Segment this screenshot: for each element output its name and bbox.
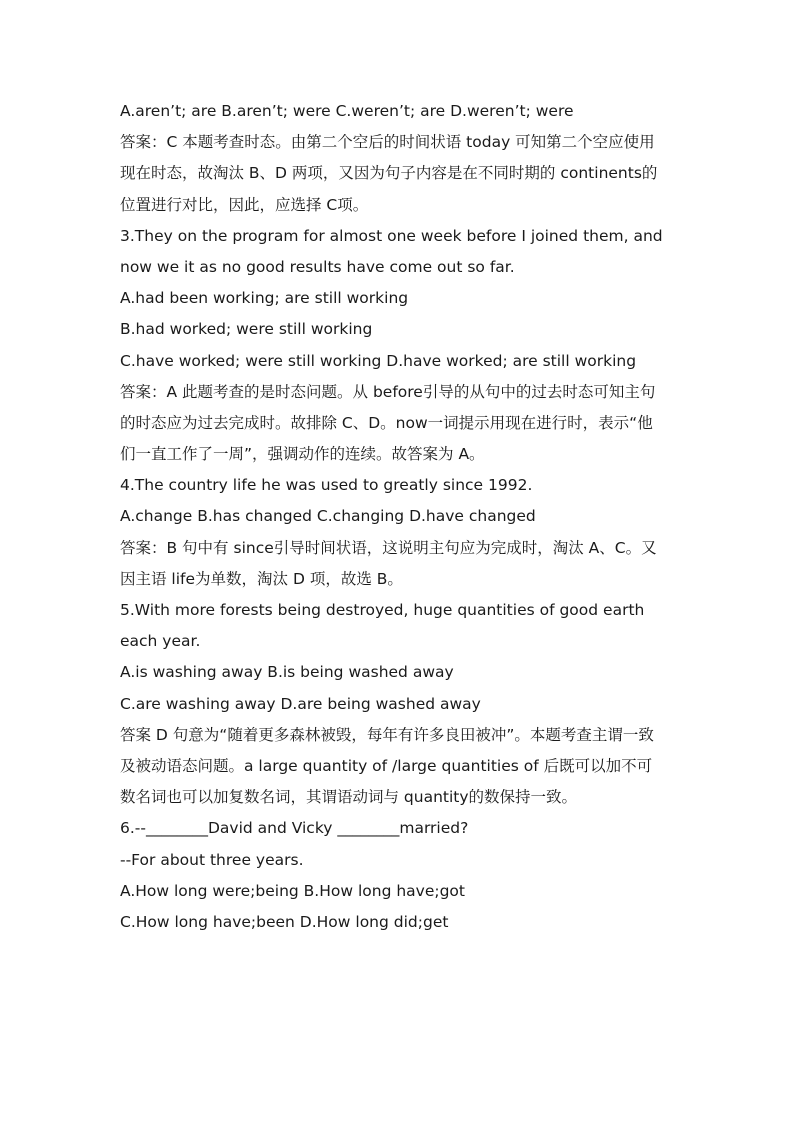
text-line-15: 答案：B 句中有 since引导时间状语，这说明主句应为完成时，淘汰 A、C。又: [120, 538, 657, 557]
text-line-4: 位置进行对比，因此，应选择 C项。: [120, 195, 369, 214]
text-line-20: C.are washing away D.are being washed away: [120, 694, 481, 713]
text-line-16: 因主语 life为单数，淘汰 D 项，故选 B。: [120, 569, 403, 588]
text-line-12: 们一直工作了一周”，强调动作的连续。故答案为 A。: [120, 445, 485, 464]
text-line-17: 5.With more forests being destroyed, huge quantities of good earth: [120, 601, 645, 619]
text-line-9: C.have worked; were still working D.have worked; are still working: [120, 351, 637, 370]
text-line-21: 答案 D 句意为“随着更多森林被毁，每年有许多良田被冲”。本题考查主谓一致: [120, 725, 654, 744]
text-line-5: 3.They on the program for almost one week before I joined them, and: [120, 226, 663, 245]
text-line-25: --For about three years.: [120, 850, 304, 869]
text-line-27: C.How long have;been D.How long did;get: [120, 912, 449, 931]
text-line-23: 数名词也可以加复数名词，其谓语动词与 quantity的数保持一致。: [120, 788, 578, 807]
text-line-1: A.aren’t; are B.aren’t; were C.weren’t; are D.weren’t; were: [120, 102, 574, 120]
document-body: [120, 96, 680, 938]
text-line-19: A.is washing away B.is being washed away: [120, 663, 454, 682]
text-line-13: 4.The country life he was used to greatly since 1992.: [120, 476, 533, 495]
text-line-11: 的时态应为过去完成时。故排除 C、D。now一词提示用现在进行时，表示“他: [120, 413, 653, 432]
text-line-26: A.How long were;being B.How long have;got: [120, 881, 465, 900]
text-line-18: each year.: [120, 632, 201, 651]
text-line-3: 现在时态，故淘汰 B、D 两项，又因为句子内容是在不同时期的 continents的: [120, 164, 658, 183]
text-line-6: now we it as no good results have come out so far.: [120, 257, 515, 276]
text-line-14: A.change B.has changed C.changing D.have changed: [120, 507, 536, 526]
text-line-2: 答案：C 本题考查时态。由第二个空后的时间状语 today 可知第二个空应使用: [120, 133, 655, 152]
text-line-8: B.had worked; were still working: [120, 320, 373, 339]
text-line-10: 答案：A 此题考查的是时态问题。从 before引导的从句中的过去时态可知主句: [120, 382, 656, 401]
text-line-24: 6.--________David and Vicky ________married?: [120, 819, 469, 838]
text-line-22: 及被动语态问题。a large quantity of /large quantities of 后既可以加不可: [120, 756, 653, 775]
text-line-7: A.had been working; are still working: [120, 289, 409, 308]
